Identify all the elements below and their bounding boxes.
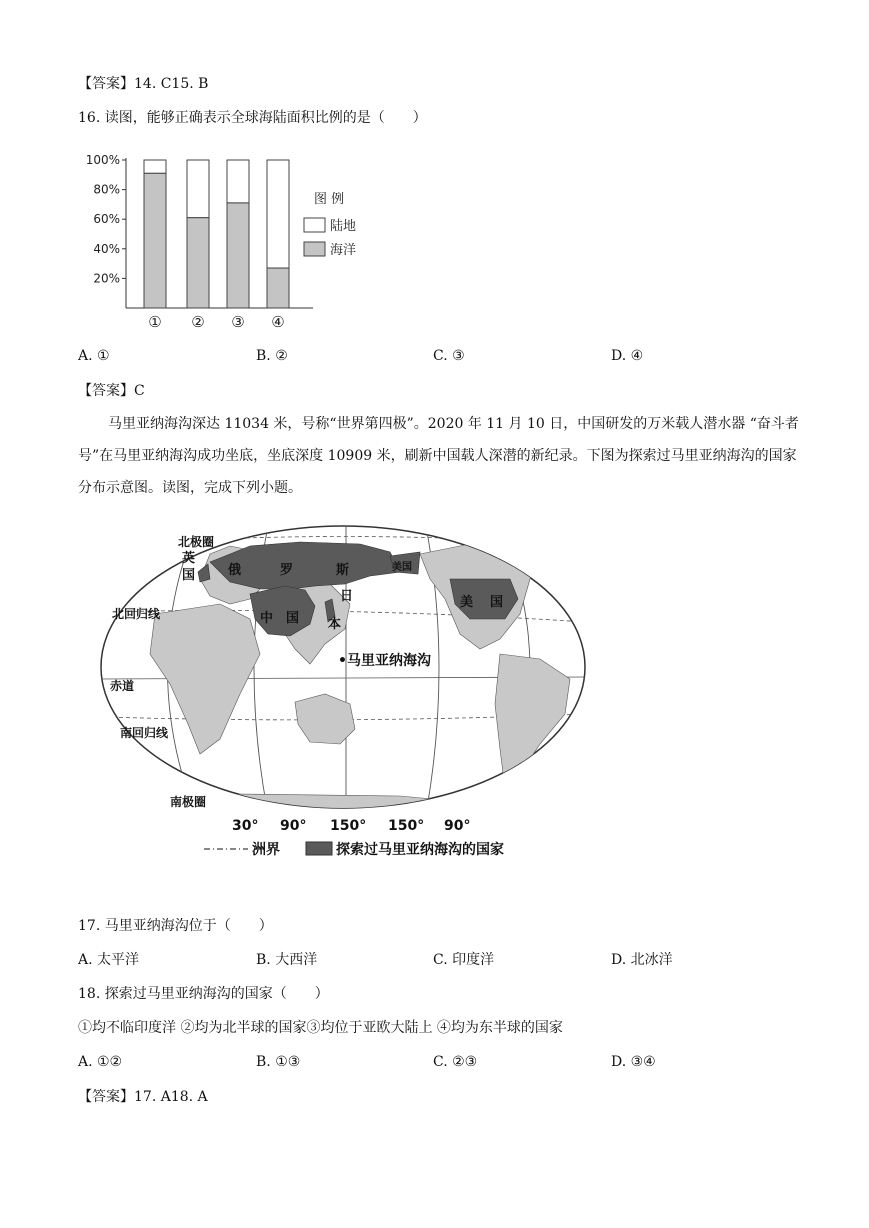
legend-ocean-label: 海洋 <box>330 243 357 258</box>
longitude-labels <box>232 818 470 834</box>
legend-explored-label: 探索过马里亚纳海沟的国家 <box>336 842 504 858</box>
alaska-label: 美国 <box>392 562 412 573</box>
question-17: 17. 马里亚纳海沟位于（ ） <box>78 918 273 934</box>
y-tick-label: 60% <box>93 212 120 227</box>
question-16: 16. 读图，能够正确表示全球海陆面积比例的是（ ） <box>78 110 427 126</box>
q18-option-a: A. ①② <box>78 1054 123 1070</box>
bar-land <box>187 160 209 218</box>
y-tick-label: 100% <box>85 153 120 167</box>
bar-ocean <box>144 173 166 308</box>
legend-explored-swatch <box>306 842 332 855</box>
bar-land <box>227 160 249 203</box>
chart-bars <box>144 160 289 308</box>
q17-option-c: C. 印度洋 <box>433 952 495 968</box>
q17-option-b: B. 大西洋 <box>256 952 318 968</box>
bar-ocean <box>267 268 289 308</box>
china-label-2: 国 <box>286 611 300 626</box>
q17-option-d: D. 北冰洋 <box>611 952 673 968</box>
legend-boundary-label: 洲界 <box>252 842 280 858</box>
map-legend <box>204 841 504 858</box>
q16-option-c: C. ③ <box>433 348 465 364</box>
chart-labels <box>86 153 285 331</box>
answer-14-15: 【答案】14. C15. B <box>78 76 209 92</box>
legend-land-swatch <box>304 218 325 232</box>
q18-option-d: D. ③④ <box>611 1054 656 1070</box>
x-category-label: ④ <box>271 313 285 331</box>
lon-label-150-e: 150° <box>330 818 367 834</box>
q16-option-b: B. ② <box>256 348 288 364</box>
legend-title: 图 例 <box>314 192 345 207</box>
uk-label-2: 国 <box>182 568 196 583</box>
q17-option-a: A. 太平洋 <box>78 952 140 968</box>
usa-label-2: 国 <box>490 595 504 610</box>
japan-label-1: 日 <box>340 589 354 604</box>
antarctic-circle-label: 南极圈 <box>170 795 207 809</box>
south-america-land <box>495 654 570 789</box>
question-18: 18. 探索过马里亚纳海沟的国家（ ） <box>78 986 329 1002</box>
bar-land <box>144 160 166 173</box>
usa-label-1: 美 <box>460 595 474 610</box>
tropic-capricorn-label: 南回归线 <box>120 726 169 740</box>
y-tick-label: 40% <box>93 241 120 256</box>
uk-label-1: 英 <box>182 551 196 566</box>
mariana-trench-label: •马里亚纳海沟 <box>338 653 431 669</box>
tropic-cancer-label: 北回归线 <box>112 607 161 621</box>
japan-label-2: 本 <box>328 617 342 632</box>
x-category-label: ③ <box>231 313 245 331</box>
lon-label-30: 30° <box>232 818 259 834</box>
mariana-explorers-map <box>100 524 590 864</box>
greenland-land <box>540 532 578 569</box>
bar-ocean <box>227 203 249 308</box>
q18-option-c: C. ②③ <box>433 1054 478 1070</box>
russia-label-2: 罗 <box>280 563 294 578</box>
mariana-passage: 马里亚纳海沟深达 11034 米，号称“世界第四极”。2020 年 11 月 10 日，中国研发的万米载人潜水器 “奋斗者号”在马里亚纳海沟成功坐底，坐底深度 10909 米，刷新中国载人深潜的新纪录。下图为探索过马里亚纳海沟的国家分布示意图。读图，完成下列小题。 <box>78 416 799 496</box>
bar-land <box>267 160 289 268</box>
x-category-label: ② <box>191 313 205 331</box>
answer-17-18: 【答案】17. A18. A <box>78 1089 208 1105</box>
lon-label-90-e: 90° <box>280 818 307 834</box>
lon-label-150-w: 150° <box>388 818 425 834</box>
legend-land-label: 陆地 <box>330 219 357 234</box>
arctic-circle-label: 北极圈 <box>178 535 215 549</box>
equator-label: 赤道 <box>110 679 135 693</box>
bar-ocean <box>187 218 209 308</box>
russia-label-3: 斯 <box>336 563 350 578</box>
answer-16: 【答案】C <box>78 383 145 399</box>
q18-statements: ①均不临印度洋 ②均为北半球的国家③均位于亚欧大陆上 ④均为东半球的国家 <box>78 1020 563 1036</box>
russia-label-1: 俄 <box>228 563 242 578</box>
china-label-1: 中 <box>260 611 274 626</box>
q16-option-d: D. ④ <box>611 348 644 364</box>
legend-ocean-swatch <box>304 242 325 256</box>
q18-option-b: B. ①③ <box>256 1054 301 1070</box>
chart-legend <box>304 192 356 258</box>
q16-option-a: A. ① <box>78 348 110 364</box>
lon-label-90-w: 90° <box>444 818 471 834</box>
land-sea-bar-chart <box>78 145 378 335</box>
y-tick-label: 20% <box>93 271 120 286</box>
y-tick-label: 80% <box>93 182 120 197</box>
x-category-label: ① <box>148 313 162 331</box>
